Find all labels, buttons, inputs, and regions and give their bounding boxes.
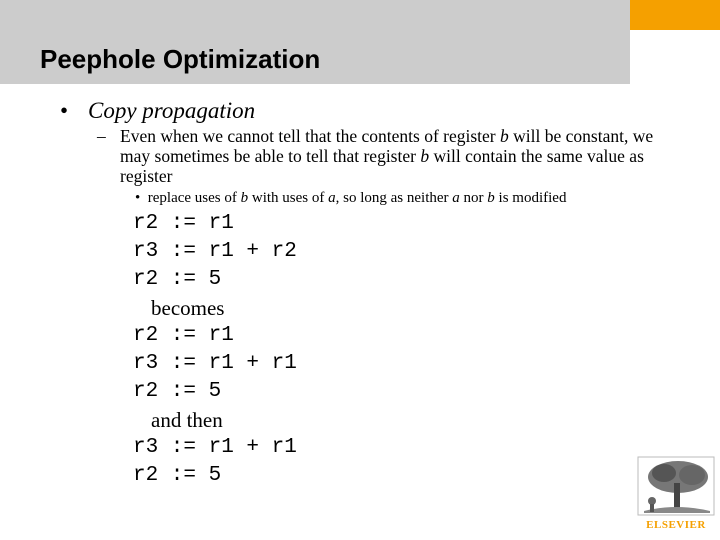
text-part: with uses of	[248, 190, 329, 206]
code-line: r3 := r1 + r1	[133, 352, 297, 375]
code-line: r2 := r1	[133, 212, 234, 235]
word-becomes: becomes	[151, 296, 225, 320]
logo-text: ELSEVIER	[646, 519, 706, 531]
var-b: b	[500, 126, 509, 146]
bullet-marker: •	[60, 98, 69, 123]
code-line: r2 := r1	[133, 324, 234, 347]
code-line: r2 := 5	[133, 380, 222, 403]
dash-marker: –	[97, 126, 106, 146]
var-b: b	[240, 190, 249, 206]
text-part: replace uses of	[147, 190, 241, 206]
sub-bullet-text	[97, 126, 657, 186]
code-line: r2 := 5	[133, 268, 222, 291]
sub-bullet-explanation	[97, 126, 657, 186]
text-part: Even when we cannot tell that the contents of register	[120, 126, 501, 146]
code-line: r2 := 5	[133, 464, 222, 487]
var-a: a	[452, 190, 460, 206]
text-part: , so long as neither	[335, 190, 453, 206]
sub-sub-bullet	[135, 190, 566, 207]
bullet-text: Copy propagation	[88, 98, 256, 123]
bullet-marker: •	[135, 190, 141, 206]
accent-bar	[630, 0, 720, 30]
text-part: will be constant, we may sometimes be able to tell that register	[120, 126, 654, 166]
code-block	[133, 210, 297, 490]
var-a: a	[328, 190, 336, 206]
text-part: is modified	[494, 190, 567, 206]
var-b: b	[420, 146, 430, 166]
slide-title: Peephole Optimization	[40, 44, 321, 74]
bullet-copy-propagation	[60, 98, 255, 124]
text-part: nor	[459, 190, 488, 206]
var-b: b	[487, 190, 495, 206]
elsevier-logo	[634, 455, 718, 531]
text-part: will contain the same value as register	[120, 146, 644, 186]
code-line: r3 := r1 + r2	[133, 240, 297, 263]
elsevier-tree-icon	[634, 455, 718, 517]
word-and-then: and then	[151, 408, 223, 432]
code-line: r3 := r1 + r1	[133, 436, 297, 459]
